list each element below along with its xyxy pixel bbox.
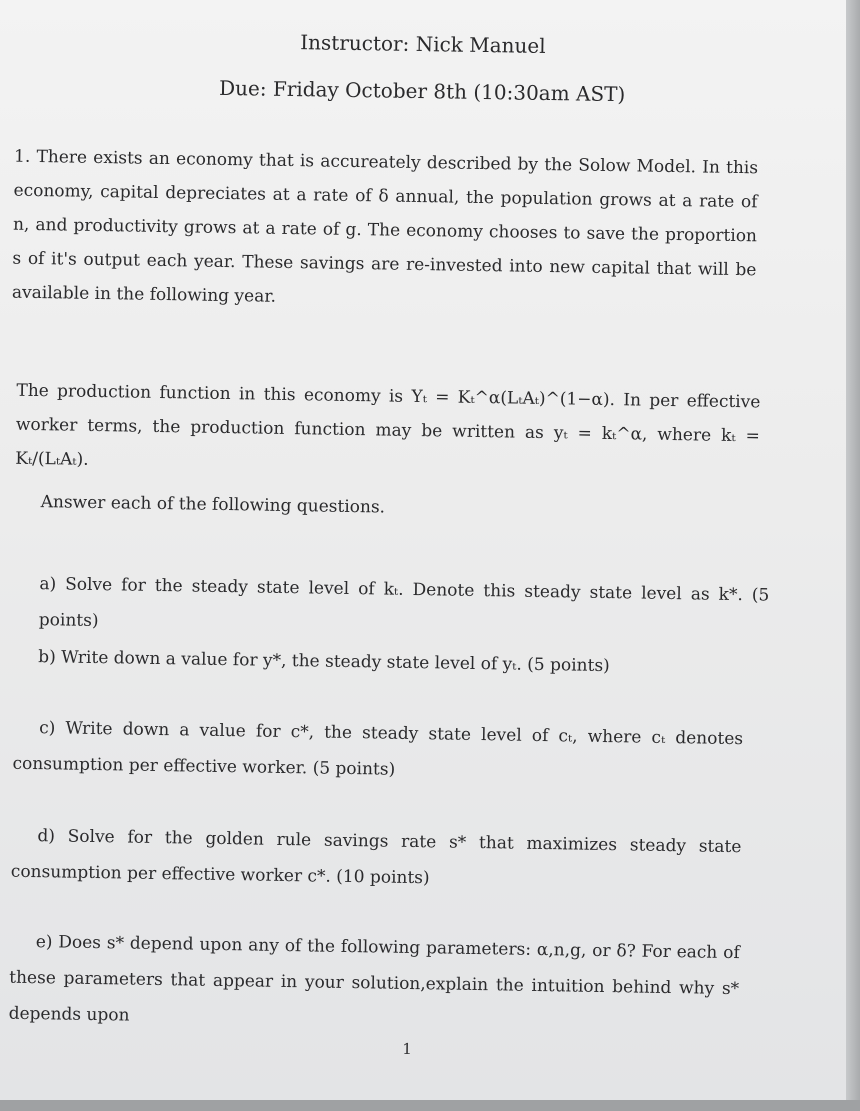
- paper-bottom-edge: [0, 1100, 860, 1111]
- production-function: The production function in this economy is Yₜ = Kₜ^α(LₜAₜ)^(1−α). In per effective worker terms, the production function may be written as yₜ = kₜ^α, where kₜ = Kₜ/(LₜAₜ).: [15, 380, 761, 470]
- instruction-line: Answer each of the following questions.: [40, 492, 386, 518]
- page-number: 1: [402, 1039, 413, 1058]
- question-b: b) Write down a value for y*, the steady state level of yₜ. (5 points): [38, 647, 610, 677]
- instructor-line: Instructor: Nick Manuel: [300, 30, 546, 58]
- problem-intro: 1. There exists an economy that is accureately described by the Solow Model. In this economy, capital depreciates at a rate of δ annual, the population grows at a rate of n, and productivity grows at a rate of g. The economy chooses to save the proportion s of it's output each year. These savings are re-invested into new capital that will be available in the following year.: [11, 146, 759, 307]
- paper-edge: [846, 0, 860, 1111]
- question-a: a) Solve for the steady state level of kₜ. Denote this steady state level as k*. (5 points): [38, 574, 770, 632]
- due-date-line: Due: Friday October 8th (10:30am AST): [218, 75, 626, 107]
- question-d: d) Solve for the golden rule savings rate s* that maximizes steady state consumption per effective worker c*. (10 points): [10, 826, 742, 889]
- question-c: c) Write down a value for c*, the steady state level of cₜ, where cₜ denotes consumption per effective worker. (5 points): [12, 718, 744, 780]
- question-e: e) Does s* depend upon any of the following parameters: α,n,g, or δ? For each of these parameters that appear in your solution,explain the intuition behind why s* depends upon: [8, 932, 740, 1026]
